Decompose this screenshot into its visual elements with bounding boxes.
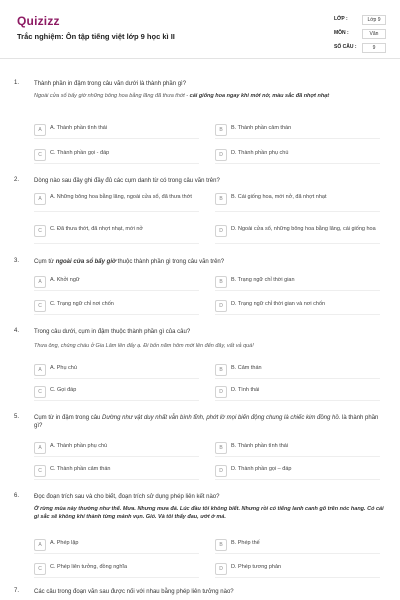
- option-d[interactable]: [215, 386, 380, 401]
- passage-plain: Ngoài cửa sổ bấy giờ những bông hoa bằng lăng đã thưa thớt -: [34, 93, 190, 99]
- option-letter: B: [215, 124, 227, 136]
- option-letter: C: [34, 386, 46, 398]
- option-letter: C: [34, 225, 46, 237]
- question-text: Các câu trong đoạn văn sau được nối với nhau bằng phép liên tưởng nào?: [34, 589, 234, 595]
- option-text: A. Phép lặp: [50, 540, 79, 546]
- question-number: 5.: [14, 414, 20, 420]
- option-text: B. Thành phần tình thái: [231, 443, 289, 449]
- option-a[interactable]: [34, 364, 199, 379]
- question-text: Thành phần in đậm trong câu văn dưới là thành phần gì?: [34, 81, 187, 87]
- question-number: 1.: [14, 80, 20, 86]
- question-number: 2.: [14, 177, 20, 183]
- option-c[interactable]: [34, 149, 199, 164]
- question-text: Đọc đoạn trích sau và cho biết, đoạn trích sử dụng phép liên kết nào?: [34, 494, 220, 500]
- option-letter: D: [215, 563, 227, 575]
- question-text-post: thuộc thành phần gì trong câu văn trên?: [116, 259, 225, 265]
- option-b[interactable]: [215, 276, 380, 291]
- option-a[interactable]: [34, 276, 199, 291]
- option-letter: B: [215, 364, 227, 376]
- option-d[interactable]: [215, 465, 380, 480]
- option-text: C. Thành phần cảm thán: [50, 466, 111, 472]
- option-letter: A: [34, 442, 46, 454]
- option-text: D. Trạng ngữ chỉ thời gian và nơi chốn: [231, 301, 326, 307]
- option-b[interactable]: [215, 124, 380, 139]
- option-text: D. Tình thái: [231, 387, 260, 393]
- question-text-pre: Cụm từ in đậm trong câu: [34, 415, 103, 421]
- option-text: C. Gọi đáp: [50, 387, 77, 393]
- question-text-post: là thành phần gì?: [34, 415, 379, 429]
- meta-count-value: 9: [362, 43, 386, 53]
- option-letter: D: [215, 149, 227, 161]
- option-b[interactable]: [215, 364, 380, 379]
- option-c[interactable]: [34, 465, 199, 480]
- option-b[interactable]: [215, 442, 380, 457]
- option-c[interactable]: [34, 225, 199, 244]
- option-text: A. Thành phần phụ chú: [50, 443, 108, 449]
- option-letter: B: [215, 539, 227, 551]
- option-text: D. Thành phần gọi – đáp: [231, 466, 292, 472]
- meta-subject-value: Văn: [362, 29, 386, 39]
- option-text: B. Thành phần cảm thán: [231, 125, 292, 131]
- worksheet-title: Trắc nghiệm: Ôn tập tiếng việt lớp 9 học kì II: [17, 32, 175, 41]
- option-letter: D: [215, 386, 227, 398]
- worksheet-header: [0, 0, 400, 59]
- option-c[interactable]: [34, 386, 199, 401]
- option-text: B. Trạng ngữ chỉ thời gian: [231, 277, 295, 283]
- option-c[interactable]: [34, 300, 199, 315]
- option-text: C. Thành phần gọi - đáp: [50, 150, 110, 156]
- option-letter: B: [215, 276, 227, 288]
- option-text: A. Những bông hoa bằng lăng, ngoài cửa sổ, đã thưa thớt: [50, 194, 192, 200]
- option-text: B. Cảm thán: [231, 365, 262, 371]
- option-text: B. Cái giống hoa, mới nở, đã nhợt nhạt: [231, 194, 327, 200]
- quizizz-logo[interactable]: Quizizz: [17, 14, 60, 28]
- option-text: D. Thành phần phụ chú: [231, 150, 289, 156]
- option-letter: A: [34, 124, 46, 136]
- option-text: A. Khởi ngữ: [50, 277, 80, 283]
- option-letter: A: [34, 276, 46, 288]
- option-text: A. Phụ chú: [50, 365, 77, 371]
- option-text: D. Phép tương phản: [231, 564, 282, 570]
- question-text-italic: Dường như vật duy nhất vẫn bình tĩnh, phớt lờ mọi biến động chung là chiếc kim đồng hồ.: [102, 415, 341, 421]
- option-d[interactable]: [215, 149, 380, 164]
- question-passage: [34, 505, 384, 521]
- meta-count-label: SỐ CÂU :: [334, 44, 357, 50]
- meta-grade-label: LỚP :: [334, 16, 348, 22]
- meta-subject-label: MÔN :: [334, 30, 349, 36]
- passage-bold: cái giống hoa ngay khi mới nở, màu sắc đã nhợt nhạt: [189, 93, 330, 99]
- option-d[interactable]: [215, 225, 380, 244]
- option-text: B. Phép thế: [231, 540, 260, 546]
- option-letter: B: [215, 442, 227, 454]
- question-number: 3.: [14, 258, 20, 264]
- option-letter: C: [34, 300, 46, 312]
- option-b[interactable]: [215, 539, 380, 554]
- option-letter: A: [34, 364, 46, 376]
- option-text: C. Trạng ngữ chỉ nơi chốn: [50, 301, 114, 307]
- option-letter: C: [34, 563, 46, 575]
- option-c[interactable]: [34, 563, 199, 578]
- question-text-bold: ngoài cửa sổ bấy giờ: [55, 259, 117, 265]
- option-letter: C: [34, 149, 46, 161]
- option-letter: B: [215, 193, 227, 205]
- option-text: D. Ngoài cửa sổ, những bông hoa bằng lăng, cái giống hoa: [231, 226, 376, 232]
- option-a[interactable]: [34, 124, 199, 139]
- question-passage: [34, 92, 384, 100]
- question-number: 4.: [14, 328, 20, 334]
- option-letter: D: [215, 465, 227, 477]
- question-text: [34, 414, 384, 430]
- option-d[interactable]: [215, 563, 380, 578]
- option-text: A. Thành phần tình thái: [50, 125, 108, 131]
- option-letter: C: [34, 465, 46, 477]
- question-passage: Thưa ông, chúng cháu ở Gia Lâm lên đấy ạ. Đi bốn năm hôm mới lên đến đây, vất vả quá!: [34, 343, 254, 349]
- question-text-pre: Cụm từ: [34, 259, 56, 265]
- option-text: C. Phép liên tưởng, đồng nghĩa: [50, 564, 128, 570]
- question-text: Trong câu dưới, cụm in đậm thuộc thành phần gì của câu?: [34, 329, 191, 335]
- passage-bold: Ở rừng mùa này thường như thế. Mưa. Nhưng mưa đá. Lúc đầu tôi không biết. Nhưng rồi có tiếng lanh canh gõ trên nóc hang. Có cái gì sắc sẽ không khí thành từng mảnh vụn. Gió. Và tôi thấy đau, ướt ở má.: [34, 506, 384, 520]
- question-text: Dòng nào sau đây ghi đầy đủ các cụm danh từ có trong câu văn trên?: [34, 178, 220, 184]
- option-b[interactable]: [215, 193, 380, 212]
- option-letter: D: [215, 300, 227, 312]
- option-a[interactable]: [34, 539, 199, 554]
- question-number: 6.: [14, 493, 20, 499]
- option-letter: A: [34, 539, 46, 551]
- option-letter: D: [215, 225, 227, 237]
- option-text: C. Đã thưa thớt, đã nhợt nhạt, mới nở: [50, 226, 144, 232]
- option-letter: A: [34, 193, 46, 205]
- question-text: [34, 258, 384, 266]
- option-a[interactable]: [34, 193, 199, 212]
- option-a[interactable]: [34, 442, 199, 457]
- question-number: 7.: [14, 588, 20, 594]
- option-d[interactable]: [215, 300, 380, 315]
- meta-grade-value: Lớp 9: [362, 15, 386, 25]
